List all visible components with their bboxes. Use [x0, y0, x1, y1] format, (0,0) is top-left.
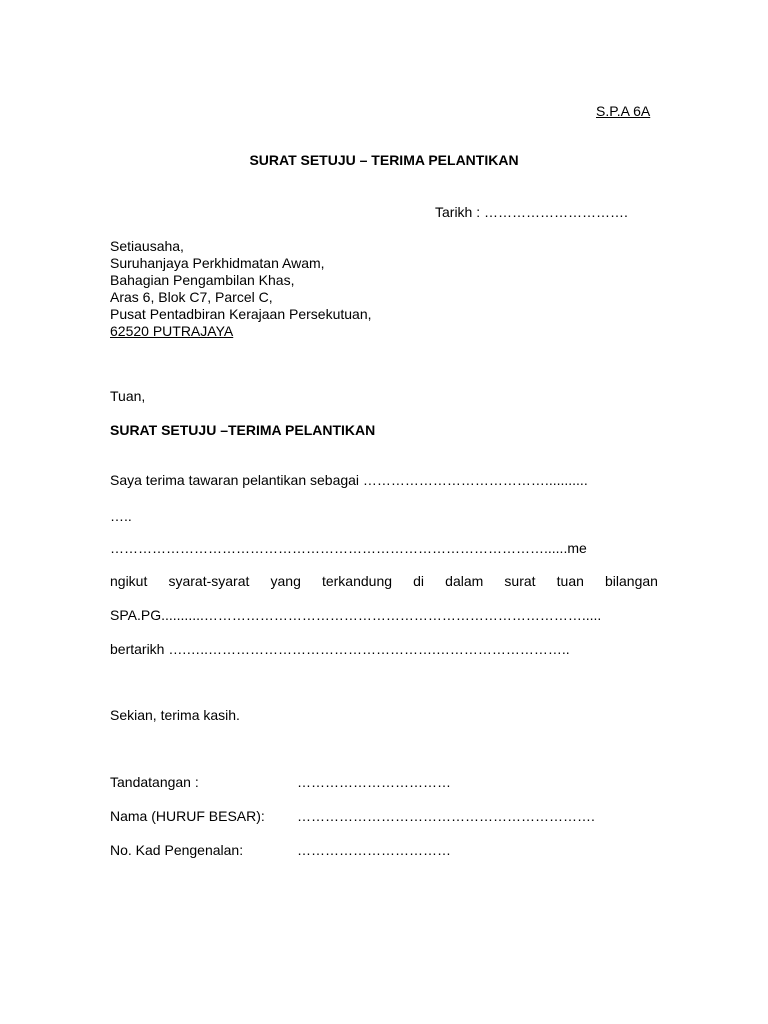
ic-number-label: No. Kad Pengenalan:	[110, 842, 244, 858]
paragraph-line: Saya terima tawaran pelantikan sebagai …………………………………...........	[110, 472, 588, 488]
ic-number-field: ……………………………	[297, 842, 451, 858]
address-line: Suruhanjaya Perkhidmatan Awam,	[110, 255, 325, 271]
paragraph-word: syarat-syarat	[168, 573, 250, 589]
form-code: S.P.A 6A	[596, 103, 651, 119]
name-field: ……………………………………………………….	[297, 808, 595, 824]
paragraph-line: …………………………………………………………………………………......me	[110, 540, 587, 556]
paragraph-word: bilangan	[605, 573, 658, 589]
paragraph-line-justified	[110, 573, 658, 590]
paragraph-word: ngikut	[110, 573, 148, 589]
address-line: Setiausaha,	[110, 238, 184, 254]
paragraph-line: bertarikh ….…..………………………………………….………………………..	[110, 641, 570, 657]
paragraph-word: di	[413, 573, 425, 589]
subject-heading: SURAT SETUJU –TERIMA PELANTIKAN	[110, 422, 376, 438]
document-title: SURAT SETUJU – TERIMA PELANTIKAN	[249, 152, 519, 168]
paragraph-word: yang	[270, 573, 301, 589]
date-field: Tarikh : ………………………….	[435, 204, 628, 220]
address-line: Aras 6, Blok C7, Parcel C,	[110, 289, 273, 305]
paragraph-word: terkandung	[321, 573, 393, 589]
address-line: Pusat Pentadbiran Kerajaan Persekutuan,	[110, 306, 372, 322]
salutation: Tuan,	[110, 388, 146, 404]
paragraph-line: SPA.PG...........……………………………………………………………………….....	[110, 607, 602, 623]
closing-text: Sekian, terima kasih.	[110, 707, 240, 723]
paragraph-word: tuan	[556, 573, 584, 589]
signature-field: ……………………………	[297, 774, 451, 790]
paragraph-word: dalam	[445, 573, 484, 589]
name-label: Nama (HURUF BESAR):	[110, 808, 265, 824]
paragraph-word: surat	[504, 573, 536, 589]
signature-label: Tandatangan :	[110, 774, 199, 790]
recipient-address	[110, 238, 372, 340]
address-line: Bahagian Pengambilan Khas,	[110, 272, 295, 288]
paragraph-line: …..	[110, 508, 132, 524]
address-line-postcode: 62520 PUTRAJAYA	[110, 323, 234, 339]
